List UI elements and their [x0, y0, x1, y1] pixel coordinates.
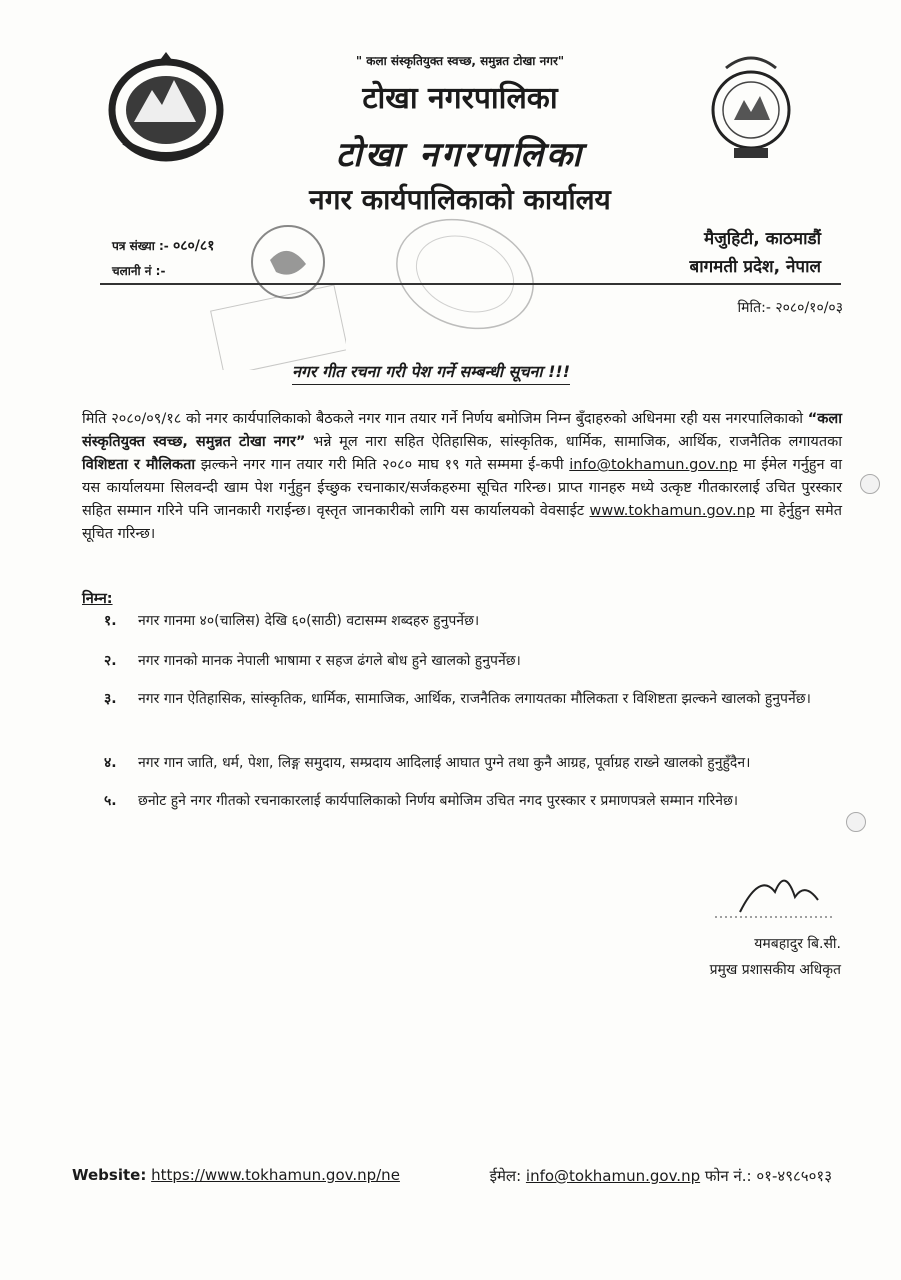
body-part-1: मिति २०८०/०९/१८ को नगर कार्यपालिकाको बैठकले नगर गान तयार गर्ने निर्णय बमोजिम निम्न बुँदाहरुको अधिनमा रही यस नगरपालिकाको	[82, 411, 808, 427]
municipality-logo-icon	[706, 48, 796, 166]
footer-contact	[490, 1166, 832, 1186]
rule-item	[104, 650, 844, 672]
punch-hole	[846, 812, 866, 832]
footer-email[interactable]: info@tokhamun.gov.np	[525, 1167, 701, 1185]
header-slogan: " कला संस्कृतियुक्त स्वच्छ, समुन्नत टोखा नगर"	[355, 54, 565, 68]
office-stamp-icon	[206, 220, 346, 370]
rule-text: छनोट हुने नगर गीतको रचनाकारलाई कार्यपालिकाको निर्णय बमोजिम उचित नगद पुरस्कार र प्रमाणपत्रले सम्मान गरिनेछ।	[138, 793, 739, 809]
rule-item	[104, 790, 844, 812]
rule-text: नगर गान जाति, धर्म, पेशा, लिङ्ग समुदाय, सम्प्रदाय आदिलाई आघात पुग्ने तथा कुनै आग्रह, पूर्वाग्रह राख्ने खालको हुनुहुँदैन।	[138, 755, 751, 771]
body-slogan: “कला संस्कृतियुक्त स्वच्छ, समुन्नत टोखा नगर”	[82, 411, 842, 450]
office-name: नगर कार्यपालिकाको कार्यालय	[309, 183, 611, 216]
footer-website	[72, 1166, 400, 1186]
rules-heading: निम्न:	[82, 591, 113, 607]
notice-subject: नगर गीत रचना गरी पेश गर्ने सम्बन्धी सूचना !!!	[292, 360, 570, 385]
rule-number: १.	[104, 613, 117, 629]
nepal-emblem-icon	[104, 50, 228, 165]
rule-number: ३.	[104, 691, 117, 707]
address-line-2: बागमती प्रदेश, नेपाल	[689, 257, 821, 277]
rule-text: नगर गानको मानक नेपाली भाषामा र सहज ढंगले बोध हुने खालको हुनुपर्नेछ।	[138, 653, 521, 669]
body-email-link[interactable]: info@tokhamun.gov.np	[569, 457, 738, 473]
rule-text: नगर गानमा ४०(चालिस) देखि ६०(साठी) वटासम्म शब्दहरु हुनुपर्नेछ।	[138, 613, 480, 629]
rule-text: नगर गान ऐतिहासिक, सांस्कृतिक, धार्मिक, सामाजिक, आर्थिक, राजनैतिक लगायतका मौलिकता र विशिष्टता झल्कने खालको हुनुपर्नेछ।	[138, 691, 811, 707]
patra-sankhya-label: पत्र संख्या :-	[112, 239, 169, 253]
footer-website-url[interactable]: https://www.tokhamun.gov.np/ne	[151, 1166, 400, 1184]
footer	[72, 1166, 832, 1186]
signature-icon	[700, 862, 850, 922]
body-part-2: भन्ने मूल नारा सहित ऐतिहासिक, सांस्कृतिक, धार्मिक, सामाजिक, आर्थिक, राजनैतिक लगायतका	[305, 434, 842, 450]
rule-item	[104, 688, 844, 710]
header-divider	[100, 283, 841, 285]
circular-seal-icon	[390, 216, 540, 336]
letter-date: मिति:- २०८०/१०/०३	[737, 300, 843, 316]
punch-hole	[860, 474, 880, 494]
footer-website-label: Website:	[72, 1166, 147, 1184]
patra-sankhya	[112, 236, 214, 255]
chalani-label: चलानी नं :-	[112, 264, 166, 278]
municipality-name-stylized: टोखा नगरपालिका	[335, 135, 585, 175]
rule-item	[104, 610, 844, 632]
body-part-3: झल्कने नगर गान तयार गरी मिति २०८० माघ १९ गते सम्ममा ई-कपी	[195, 457, 570, 473]
footer-phone-label: फोन नं.:	[704, 1167, 752, 1185]
rule-number: २.	[104, 653, 117, 669]
patra-sankhya-value: ०८०/८१	[172, 238, 215, 254]
municipality-name: टोखा नगरपालिका	[362, 81, 558, 116]
footer-phone: ०१-४९८५०१३	[756, 1167, 832, 1185]
notice-body	[82, 408, 842, 546]
rule-number: ४.	[104, 755, 117, 771]
signatory-title: प्रमुख प्रशासकीय अधिकृत	[709, 962, 841, 978]
body-part-4: मा ईमेल गर्नुहुन वा यस कार्यालयमा सिलवन्दी खाम पेश गर्नुहुन ईच्छुक रचनाकार/सर्जकहरुमा सूचित गरिन्छ। प्राप्त गानहरु मध्ये उत्कृष्ट गीतकारलाई उचित पुरस्कार सहित सम्मान गरिने पनि जानकारी गराईन्छ। वृस्तृत जानकारीको लागि यस कार्यालयको वेवसाईट	[82, 457, 842, 519]
address-line-1: मैजुहिटी, काठमाडौं	[704, 229, 821, 249]
rule-number: ५.	[104, 793, 117, 809]
footer-email-label: ईमेल:	[489, 1167, 522, 1185]
body-part-5: मा हेर्नुहुन समेत सूचित गरिन्छ।	[82, 503, 842, 542]
rule-item	[104, 752, 844, 774]
body-bold-2: विशिष्टता र मौलिकता	[82, 457, 196, 473]
signatory-name: यमबहादुर बि.सी.	[754, 936, 841, 952]
body-website-link[interactable]: www.tokhamun.gov.np	[589, 503, 756, 519]
